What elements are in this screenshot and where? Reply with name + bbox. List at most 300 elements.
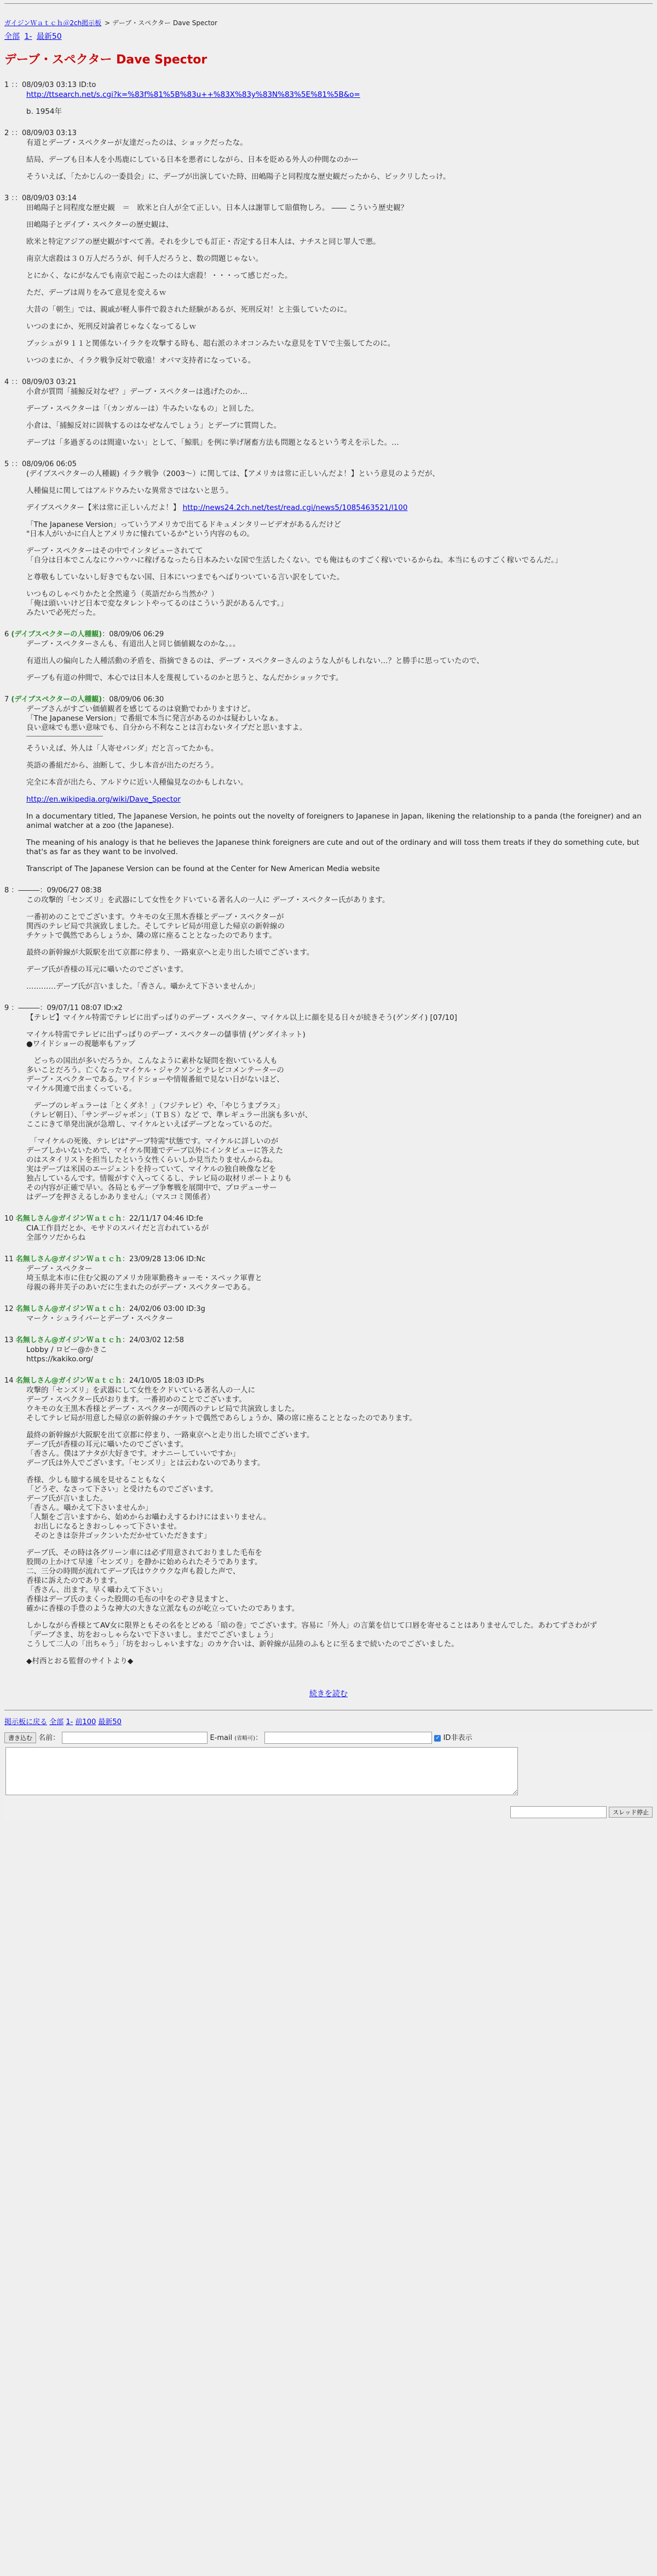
post-text: デーブ氏が言いました。 xyxy=(26,1494,107,1503)
board-link[interactable]: ガイジンＷａｔｃｈ＠2ch掲示板 xyxy=(4,19,102,27)
post-number: 1 xyxy=(4,81,9,89)
post-text: ●ワイドショーの視聴率もアップ xyxy=(26,1040,136,1048)
post-text: 母親の蒋井芙子のあいだに生まれたのがデーブ・スペクターである。 xyxy=(26,1283,255,1292)
post-line xyxy=(26,1174,653,1183)
post-text: こうして二人の「出ちゃう」「坊をおっしゃいますな」のカケ合いは、新幹線が品陸のふもとに至るまで続いたのでございました。 xyxy=(26,1640,459,1649)
post-text: みたいで必死だった。 xyxy=(26,608,100,617)
breadcrumb-separator: > xyxy=(102,19,112,27)
post-text: 股間の上かけて早速「センズリ」を静かに始められたそうであります。 xyxy=(26,1558,262,1567)
post-line xyxy=(26,1531,653,1541)
post-text: ただ、デーブは周りをみて意見を変えるｗ xyxy=(26,288,166,297)
post-text: 「The Japanese Version」っていうアメリカで出てるドキュメンタリービデオがあるんだけど xyxy=(26,520,341,529)
post-line xyxy=(26,1355,653,1364)
stop-input[interactable] xyxy=(510,1806,607,1818)
post-line xyxy=(26,573,653,582)
post-line xyxy=(26,356,653,365)
post-text: 関西のテレビ局で共演致しました。そしてテレビ局が用意した帰京の新幹線の xyxy=(26,922,285,931)
post-line xyxy=(26,599,653,608)
footer-prev100-link[interactable]: 前100 xyxy=(75,1718,96,1726)
post-date: 08/09/03 03:14 xyxy=(21,194,77,202)
post-body xyxy=(26,138,653,182)
post-number: 8 xyxy=(4,886,9,895)
post-line xyxy=(26,1283,653,1292)
post-number: 11 xyxy=(4,1255,14,1263)
post-text: デーブ・スペクター氏がおります。一番初めのことでございます。 xyxy=(26,1395,246,1404)
post-text: 「香さん。囁かえて下さいませんか」 xyxy=(26,1504,153,1512)
post-line xyxy=(26,1120,653,1129)
post-number: 3 xyxy=(4,194,9,202)
post xyxy=(4,460,653,618)
post-text: 二、三分の時間が流れてデーブ氏はウクウクな声も殺した声で、 xyxy=(26,1567,240,1576)
post-date: 22/11/17 04:46 ID:fe xyxy=(129,1215,203,1223)
nav-all-link[interactable]: 全部 xyxy=(4,32,20,41)
id-hide-checkbox[interactable]: ✓ xyxy=(435,1734,440,1741)
post xyxy=(4,1214,653,1243)
post-text: …………デーブ氏が言いました。「香さん。囁かえて下さいませんか」 xyxy=(26,982,260,991)
post-line xyxy=(26,865,653,874)
post-text: 「俺は頭いいけど日本で変なタレントやってるのはこういう訳があるんです。」 xyxy=(26,599,288,608)
post-line xyxy=(26,1030,653,1040)
post-text: デーブ氏が香様の耳元に囁いたのでございます。 xyxy=(26,965,188,974)
post-line xyxy=(26,1405,653,1414)
post-line xyxy=(26,714,653,723)
post-line xyxy=(26,237,653,247)
post-line xyxy=(26,288,653,298)
post-line xyxy=(26,1476,653,1485)
post-body xyxy=(26,387,653,448)
post-line xyxy=(26,1013,653,1023)
post-text: 「マイケルの死後、テレビは"デーブ特需"状態です。マイケルに詳しいのが xyxy=(26,1137,279,1146)
post-text: 一番初めのことでございます。ウキモの女王黒木香様とデーブ・スペクターが xyxy=(26,913,284,921)
post-text: デーブ氏が香様の耳元に囁いたのでございます。 xyxy=(26,1440,188,1449)
post-author: ：――― xyxy=(11,1004,40,1012)
post-date: 08/09/06 06:30 xyxy=(109,695,164,704)
post-text: デーブ・スペクターさんも、有道出人と同じ価値観なのかな。。。 xyxy=(26,640,240,648)
post-text: 確かに香様の手豊のような神大の大きな立派なものが屹立っていたのであります。 xyxy=(26,1604,299,1613)
post-line xyxy=(26,1657,653,1666)
post-text: （テレビ朝日）、「サンデージャポン」（ＴＢＳ）など で、準レギュラー出演も多いが、 xyxy=(26,1111,313,1119)
post xyxy=(4,695,653,874)
post-text: 「どうぞ、なさって下さい」と受けたものでございます。 xyxy=(26,1485,218,1494)
read-more-link[interactable]: 続きを読む xyxy=(309,1690,348,1698)
post-line xyxy=(26,761,653,770)
email-input[interactable] xyxy=(264,1732,432,1744)
post-text: そのときは奈井ゴックンいただかせていただきます」 xyxy=(26,1531,211,1540)
post-author: ： xyxy=(11,378,15,386)
post-header: 9 ：―――：09/07/11 08:07 ID:x2 xyxy=(4,1004,123,1012)
post-line xyxy=(26,723,653,733)
post-line xyxy=(26,1395,653,1405)
post-line xyxy=(26,608,653,618)
post-text: いつのまにか、イラク戦争反対で敬遠！オバマ支持者になっている。 xyxy=(26,356,256,365)
post xyxy=(4,1376,653,1666)
post-date: 08/09/03 03:21 xyxy=(21,378,77,386)
post-line xyxy=(26,1513,653,1522)
post-text: 香様、少しも臆する風を見せることもなく xyxy=(26,1476,167,1484)
post-number: 14 xyxy=(4,1377,14,1385)
post-author: (デイブスペクターの人種観) xyxy=(11,695,102,704)
post-text: 「人類をご言いますから、始めからお囁わえするわけにはまいりません。 xyxy=(26,1513,271,1522)
post-line xyxy=(26,1193,653,1202)
post-body xyxy=(26,1345,653,1364)
post xyxy=(4,194,653,365)
post-number: 7 xyxy=(4,695,9,704)
post-header: 12 名無しさん@ガイジンＷａｔｃｈ：24/02/06 03:00 ID:3g xyxy=(4,1305,205,1313)
post-text: 完全に本音が出たら、アルドウに近い人種偏見なのかもしれない。 xyxy=(26,778,248,787)
post-text: 最終の新幹線が大阪駅を出て京都に停まり、一路東京へと走り出した頃でございます。 xyxy=(26,948,314,957)
post-line xyxy=(26,896,653,905)
post-text: 有道とデーブ・スペクターが友達だったのは、ショックだったな。 xyxy=(26,138,247,147)
footer-nav xyxy=(4,1716,653,1726)
post-line xyxy=(26,556,653,565)
post-text: デーブ・スペクターである。ワイドショーや情報番組で見ない日がないほど、 xyxy=(26,1075,284,1084)
post-text: いつのまにか、死刑反対論者じゃなくなってるしｗ xyxy=(26,322,197,331)
footer-recent-link[interactable]: 最新50 xyxy=(98,1718,122,1726)
post-line xyxy=(26,1183,653,1193)
post-text: 欧米と特定アジアの歴史観がすべて善。それを少しでも訂正・否定する日本人は、ナチスと同じ罪人で悪。 xyxy=(26,237,381,246)
post-text: デーブも有道の仲間で、本心では日本人を蔑視しているのかと思うと、なんだかショックです。 xyxy=(26,674,343,682)
post-text: とにかく、なにがなんでも南京で起こったのは大虐殺！・・・って感じだった。 xyxy=(26,271,292,280)
post-header: 13 名無しさん@ガイジンＷａｔｃｈ：24/03/02 12:58 xyxy=(4,1336,184,1344)
post-line xyxy=(26,305,653,315)
post-text: デーブは「多過ぎるのは間違いない」として、「鯨肌」を例に挙げ屠畜方法も問題となるという考えを示した。… xyxy=(26,438,399,447)
post-body xyxy=(26,705,653,874)
post-line xyxy=(26,657,653,666)
post-line xyxy=(26,322,653,332)
post-line xyxy=(26,1233,653,1243)
post-date: 08/09/06 06:29 xyxy=(109,630,164,639)
post-line xyxy=(26,1431,653,1440)
post-date: 08/09/03 03:13 xyxy=(21,129,77,137)
post-text: と尊敬もしていないし好きでもない国、日本にいつまでもへばりついている言い訳をしていた。 xyxy=(26,573,344,582)
post xyxy=(4,80,653,117)
post-header: 7 (デイブスペクターの人種観)：08/09/06 06:30 xyxy=(4,695,164,704)
post-line xyxy=(26,1137,653,1146)
post-text: 香様はデーブ氏のまくった股間の毛布の中をのぞき見ますと、 xyxy=(26,1595,233,1604)
post-text: 「自分は日本でこんなにウハウハに稼げるなったら日本みたいな国で生活したくない。でも俺はものすごく稼いでいるからね。本当にものすごく稼いでるんだ。」 xyxy=(26,556,562,565)
post-text: 結局、デーブも日本人を小馬鹿にしている日本を悪者にしながら、日本を貶める外人の仲間なのかー xyxy=(26,155,359,164)
post-line xyxy=(26,254,653,264)
post-text: はデーブを押さえるしかありません」（マスコミ関係者） xyxy=(26,1193,215,1202)
post xyxy=(4,886,653,991)
post-text: "日本人がいかに白人とアメリカに憧れているか"という内容のもの。 xyxy=(26,530,254,538)
post-number: 5 xyxy=(4,460,9,468)
post-text: デーブ氏は外人でございます。「センズリ」とは云わないのであります。 xyxy=(26,1459,265,1467)
post-header: 1 ：：08/09/03 03:13 ID:to xyxy=(4,81,96,89)
post-header: 2 ：：08/09/03 03:13 xyxy=(4,129,77,137)
post-line xyxy=(26,1440,653,1449)
post-line xyxy=(26,1345,653,1355)
post-line xyxy=(26,1146,653,1156)
post-line xyxy=(26,1621,653,1631)
post-text: いつものしゃべりかたと全然違う（英語だから当然か？） xyxy=(26,590,218,599)
post-line xyxy=(26,155,653,165)
post-line xyxy=(26,1522,653,1531)
post-date: 23/09/28 13:06 ID:Nc xyxy=(129,1255,206,1263)
post-text: デーブ・スペクターはその中でインタビューされてて xyxy=(26,547,203,555)
post-text: この攻撃的「センズリ」を武器にして女性をクドいている著名人の一人に デーブ・スペクター氏があります。 xyxy=(26,896,390,904)
post-text: Transcript of The Japanese Version can be found at the Center for New American Media website xyxy=(26,865,380,873)
post-line xyxy=(26,1548,653,1558)
post-author: 名無しさん@ガイジンＷａｔｃｈ xyxy=(15,1215,122,1223)
post-date: 08/09/06 06:05 xyxy=(21,460,77,468)
nav-recent-link[interactable]: 最新50 xyxy=(36,32,62,41)
name-input[interactable] xyxy=(62,1732,208,1744)
post-text: ◆村西とおる監督のサイトより◆ xyxy=(26,1657,134,1666)
post-text: しかしながら香様とてAV女に限界ともその名をとどめる「暗の巻」でございます。容易に「外人」の言葉を信じて口唇を寄せることはありませんでした。あわてずさわがず xyxy=(26,1621,597,1630)
post-body xyxy=(26,896,653,991)
post-text: 人種偏見に関してはアルドウみたいな異常さではないと思う。 xyxy=(26,486,233,495)
post xyxy=(4,630,653,683)
post-text: https://kakiko.org/ xyxy=(26,1355,94,1364)
message-textarea[interactable] xyxy=(5,1747,518,1795)
post-line xyxy=(26,931,653,941)
post-line xyxy=(26,1386,653,1395)
post-link[interactable]: http://news24.2ch.net/test/read.cgi/news5/1085463521/l100 xyxy=(182,503,408,512)
post-date: 09/06/27 08:38 xyxy=(47,886,102,895)
post-text: 田嶋陽子と同程度な歴史観 ＝ 欧米と白人が全て正しい。日本人は謝罪して賠償物しろ。 ―― こういう歴史観？ xyxy=(26,204,408,212)
post-text: 「香さん。僕はアナタが大好きです。オナニーしていいですか」 xyxy=(26,1449,240,1458)
post-line xyxy=(26,1111,653,1120)
post xyxy=(4,1336,653,1364)
post-line xyxy=(26,1576,653,1586)
back-to-board-link[interactable]: 掲示板に戻る xyxy=(4,1718,48,1726)
post-body xyxy=(26,1264,653,1292)
post-text: The meaning of his analogy is that he believes the Japanese think foreigners are cute and out of the ordinary and will toss them treats if they do something cute, but that's as far as they want to be involved. xyxy=(26,838,642,856)
post-date: 09/07/11 08:07 ID:x2 xyxy=(47,1004,123,1012)
post-text: 攻撃的「センズリ」を武器にして女性をクドいている著名人の一人に xyxy=(26,1386,256,1395)
post-body xyxy=(26,1314,653,1324)
post-number: 4 xyxy=(4,378,9,386)
post-text: デーブしかいないためで、マイケル関連でデーブ以外にインタビューに答えた xyxy=(26,1146,284,1155)
post-number: 10 xyxy=(4,1215,14,1223)
post-text: デーブ氏、その時は各グリーン車には必ず用意されておりました毛布を xyxy=(26,1548,263,1557)
post-line xyxy=(26,838,653,857)
post-header: 6 (デイブスペクターの人種観)：08/09/06 06:29 xyxy=(4,630,164,639)
breadcrumb-thread: デーブ・スペクター Dave Spector xyxy=(112,19,217,27)
post-line xyxy=(26,530,653,539)
post-text: チケットで偶然であらしょうか、隣の席に座ることとなったのであります。 xyxy=(26,931,276,940)
post-line xyxy=(26,1264,653,1274)
post-line xyxy=(26,547,653,556)
post-text: 「The Japanese Version」で番組で本当に発言があるのかは疑わしいなぁ。 xyxy=(26,714,283,723)
post-line xyxy=(26,404,653,414)
post-header: 8 ：―――：09/06/27 08:38 xyxy=(4,886,102,895)
read-more xyxy=(4,1688,653,1699)
email-colon: ： xyxy=(255,1734,263,1742)
post-line[interactable] xyxy=(26,90,653,100)
post-text: b. 1954年 xyxy=(26,107,62,116)
post-author: ：――― xyxy=(11,886,40,895)
post-line xyxy=(26,744,653,753)
post-line xyxy=(26,778,653,787)
nav-1-link[interactable]: 1- xyxy=(24,32,32,41)
post-header: 3 ：：08/09/03 03:14 xyxy=(4,194,77,202)
post-line xyxy=(26,1449,653,1459)
post-line xyxy=(26,486,653,496)
post-line xyxy=(26,590,653,599)
post-text: 小倉は、「捕鯨反対に固執するのはなぜなんでしょう」とデーブに質問した。 xyxy=(26,421,281,430)
post-author: ： xyxy=(11,81,15,89)
post-text: 香様に訴えたのであります。 xyxy=(26,1576,122,1585)
post-text: そういえば、外人は「人寄せパンダ」だと言ってたかも。 xyxy=(26,744,218,753)
post-line xyxy=(26,204,653,213)
post-number: 6 xyxy=(4,630,9,639)
post-text: 英語の番組だから、油断して、少し本音が出たのだろう。 xyxy=(26,761,218,770)
post-text: 最終の新幹線が大阪駅を出て京都に停まり、一路東京へと走り出した頃でございます。 xyxy=(26,1431,314,1440)
post-line xyxy=(26,1101,653,1111)
post-line xyxy=(26,438,653,448)
post-line xyxy=(26,1586,653,1595)
post-header: 14 名無しさん@ガイジンＷａｔｃｈ：24/10/05 18:03 ID:Ps xyxy=(4,1377,204,1385)
post-line xyxy=(26,1084,653,1094)
post-text: 南京大虐殺は３０万人だろうが、何千人だろうと、数の問題じゃない。 xyxy=(26,254,263,263)
post-text: 全部ウソだからね xyxy=(26,1233,85,1242)
post-line xyxy=(26,1459,653,1468)
post-author: ： xyxy=(11,129,15,137)
post-line xyxy=(26,469,653,479)
post-text: デイブスペクター【米は常に正しいんだよ！】 xyxy=(26,503,181,512)
post xyxy=(4,1003,653,1202)
post-body xyxy=(26,204,653,365)
post-header: 4 ：：08/09/03 03:21 xyxy=(4,378,77,386)
post-line xyxy=(26,1595,653,1604)
post xyxy=(4,129,653,182)
footer-1-link[interactable]: 1- xyxy=(66,1718,73,1726)
post-text: お出しになるときおっしゃって下さいませ。 xyxy=(26,1522,182,1531)
post-line xyxy=(26,1224,653,1233)
post-text: デーブさんがすごい価値観者を感じてるのは衰勤でわかりますけど。 xyxy=(26,705,255,713)
post-author: ： xyxy=(11,460,15,468)
post-line xyxy=(26,1494,653,1504)
post-author: 名無しさん@ガイジンＷａｔｃｈ xyxy=(15,1377,122,1385)
post-line xyxy=(26,1075,653,1084)
post-link[interactable]: http://en.wikipedia.org/wiki/Dave_Spector xyxy=(26,795,181,804)
post-line xyxy=(26,1165,653,1174)
post-line xyxy=(26,982,653,991)
post-text: 【テレビ】マイケル特需でテレビに出ずっぱりのデーブ・スペクター、マイケル以上に顔を見る日々が続きそう(ゲンダイ) [07/10] xyxy=(26,1013,457,1022)
post-text: デーブ・スペクターは「（カンガルーは）牛みたいなもの」と回した。 xyxy=(26,404,259,413)
post-text: 「香さん、出ます。早く囁わえて下さい」 xyxy=(26,1586,167,1594)
post-text: どっちの国出が多いだろうか。こんなように素朴な疑問を抱いている人も xyxy=(26,1057,278,1065)
post xyxy=(4,1255,653,1292)
post-line xyxy=(26,1604,653,1614)
post-line xyxy=(26,221,653,230)
submit-button[interactable]: 書き込む xyxy=(4,1732,36,1743)
post-line xyxy=(26,1040,653,1049)
post-line xyxy=(26,271,653,281)
post-text: そういえば、「たかじんの一委員会」に、デーブが出演していた時、田嶋陽子と同程度な歴史観だったから、ビックリしたっけ。 xyxy=(26,172,451,181)
post-date: 08/09/03 03:13 ID:to xyxy=(21,81,96,89)
post-line xyxy=(26,705,653,714)
post-text: 小倉が質問「捕鯨反対なぜ？」デーブ・スペクターは逃げたのか… xyxy=(26,387,248,396)
post-line xyxy=(26,172,653,182)
footer-all-link[interactable]: 全部 xyxy=(49,1718,64,1726)
post-date: 24/02/06 03:00 ID:3g xyxy=(129,1305,205,1313)
post-number: 2 xyxy=(4,129,9,137)
post-line xyxy=(26,1066,653,1075)
post-author: 名無しさん@ガイジンＷａｔｃｈ xyxy=(15,1255,122,1263)
post-line xyxy=(26,640,653,649)
post-line xyxy=(26,812,653,831)
post-body xyxy=(26,90,653,117)
post-text: 大昔の「朝生」では、親戚が軽人事件で殺された経験があるが、死刑反対！と主張していたのに。 xyxy=(26,305,351,314)
post-line xyxy=(26,1640,653,1649)
post-text: のはスタイリストを担当したという女性くらいしか見当たりませんからね。 xyxy=(26,1156,278,1164)
reply-form xyxy=(4,1732,653,1821)
post-text: ウキモの女王黒木香様とデーブ・スペクターが関西のテレビ局で共演致しました。 xyxy=(26,1405,299,1413)
post-line xyxy=(26,1057,653,1066)
post-text: 実はデーブは米国のエージェントを持っていて、マイケルの独自映像などを xyxy=(26,1165,276,1174)
stop-thread-button[interactable]: スレッド停止 xyxy=(609,1807,653,1818)
post xyxy=(4,378,653,448)
post-text: マイケル関連で出まくっている。 xyxy=(26,1084,137,1093)
post-number: 13 xyxy=(4,1336,14,1344)
post-text: 独占しているんです。情報がすぐ入ってくるし、テレビ局の取材リポートよりも xyxy=(26,1174,292,1183)
post-date: 24/10/05 18:03 ID:Ps xyxy=(129,1377,204,1385)
post-body xyxy=(26,1224,653,1243)
post-line xyxy=(26,1274,653,1283)
post-line xyxy=(26,965,653,974)
post-list xyxy=(4,80,653,1666)
post-line xyxy=(26,913,653,922)
post-line xyxy=(26,1414,653,1423)
post-author: (デイブスペクターの人種観) xyxy=(11,630,102,639)
post-author: 名無しさん@ガイジンＷａｔｃｈ xyxy=(15,1305,122,1313)
email-note: (省略可) xyxy=(234,1736,256,1742)
post-line xyxy=(26,421,653,431)
post-header: 11 名無しさん@ガイジンＷａｔｃｈ：23/09/28 13:06 ID:Nc xyxy=(4,1255,206,1263)
post-line xyxy=(26,1558,653,1567)
thread-title: デーブ・スペクター Dave Spector xyxy=(4,53,208,67)
post-text: 埼玉県北本市に住む父親のアメリカ陸軍勤務キョーモ・スペック軍曹と xyxy=(26,1274,263,1283)
post-line xyxy=(26,948,653,958)
post-text: デーブのレギュラーは「とくダネ！」（フジテレビ）や、「やじうまプラス」 xyxy=(26,1101,284,1110)
breadcrumb xyxy=(4,18,653,27)
post-line xyxy=(26,138,653,148)
post-line xyxy=(26,674,653,683)
post-body xyxy=(26,469,653,618)
post-line xyxy=(26,1314,653,1324)
post-text: マイケル特需でテレビに出ずっぱりのデーブ・スペクターの儲事情 (ゲンダイネット) xyxy=(26,1030,306,1039)
post-date: 24/03/02 12:58 xyxy=(129,1336,184,1344)
post-text: Lobby / ロビー@かきこ xyxy=(26,1345,107,1354)
post-line xyxy=(26,339,653,349)
post-text: In a documentary titled, The Japanese Version, he points out the novelty of foreigners to Japanese in Japan, likening the relationship to a panda (the foreigner) and an animal watcher at a zoo (the Japanese). xyxy=(26,812,644,830)
post-text: そしてテレビ局が用意した帰京の新幹線のチケットで偶然であらしょうか、隣の席に座ることとなったのであります。 xyxy=(26,1414,417,1423)
stop-row xyxy=(4,1795,653,1818)
post-line xyxy=(26,1485,653,1494)
post-line xyxy=(26,387,653,397)
post-text: 多いことだろう。亡くなったマイケル・ジャクソンとテレビコメンテーターの xyxy=(26,1066,284,1075)
post-link[interactable]: http://ttsearch.net/s.cgi?k=%83f%81%5B%83u++%83X%83y%83N%83%5E%81%5B&o= xyxy=(26,90,360,99)
thread-nav xyxy=(4,31,653,42)
post-text: その内容が正確で早い。各局ともデーブ争奪戦を展開中で、プロデューサー xyxy=(26,1183,277,1192)
post-line xyxy=(26,107,653,117)
post-line xyxy=(26,1631,653,1640)
post-line xyxy=(26,1156,653,1165)
id-hide-label: ID非表示 xyxy=(443,1734,472,1742)
post-text: デーブ・スペクター xyxy=(26,1264,93,1273)
post-line xyxy=(26,1567,653,1576)
email-label: E-mail xyxy=(210,1734,233,1742)
post-text: 良い意味でも悪い意味でも、自分から不利なことは言わないタイプだと思いますよ。 xyxy=(26,723,307,732)
post-line[interactable] xyxy=(26,795,653,804)
post-text: 有道出人の偏向した人種活動の矛盾を、指摘できるのは、デーブ・スペクターさんのような人がもしれない…？と勝手に思っていたので、 xyxy=(26,657,484,665)
post-number: 12 xyxy=(4,1305,14,1313)
post-line xyxy=(26,1504,653,1513)
post-author: ： xyxy=(11,194,15,202)
